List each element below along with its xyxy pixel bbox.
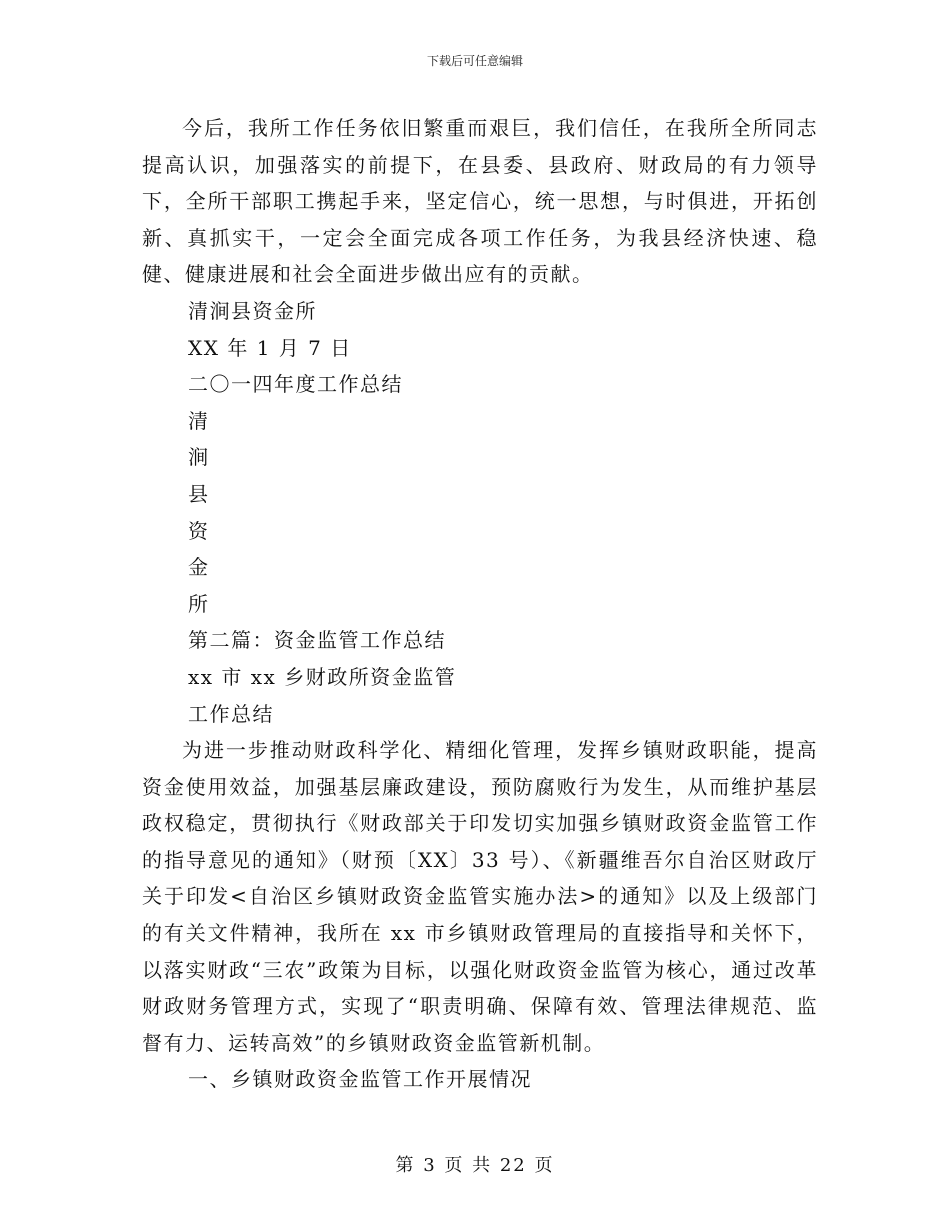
vertical-char: 资 bbox=[188, 518, 210, 543]
paragraph-intro: 为进一步推动财政科学化、精细化管理，发挥乡镇财政职能，提高资金使用效益，加强基层廉政建设，预防腐败行为发生，从而维护基层政权稳定，贯彻执行《财政部关于印发切实加强乡镇财政资金监管工作的指导意见的通知》（财预〔XX〕33 号）、《新疆维吾尔自治区财政厅关于印发<自治区乡镇财政资金监管实施办法>的通知》以及上级部门的有关文件精神，我所在 xx 市乡镇财政管理局的直接指导和关怀下，以落实财政“三农”政策为目标，以强化财政资金监管为核心，通过改革财政财务管理方式，实现了“职责明确、保障有效、管理法律规范、监督有力、运转高效”的乡镇财政资金监管新机制。 bbox=[142, 738, 818, 1055]
vertical-char: 所 bbox=[188, 591, 210, 616]
vertical-char: 涧 bbox=[188, 445, 210, 470]
paragraph-closing: 今后，我所工作任务依旧繁重而艰巨，我们信任，在我所全所同志提高认识，加强落实的前提下，在县委、县政府、财政局的有力领导下，全所干部职工携起手来，坚定信心，统一思想，与时俱进，开拓创新、真抓实干，一定会全面完成各项工作任务，为我县经济快速、稳健、健康进展和社会全面进步做出应有的贡献。 bbox=[142, 116, 818, 287]
document-date: XX 年 1 月 7 日 bbox=[188, 335, 352, 360]
subtitle-line-1: xx 市 xx 乡财政所资金监管 bbox=[188, 664, 457, 689]
page-footer: 第 3 页 共 22 页 bbox=[395, 1155, 555, 1176]
page-header: 下载后可任意编辑 bbox=[426, 54, 523, 68]
vertical-char: 清 bbox=[188, 408, 210, 433]
annual-summary-title: 二〇一四年度工作总结 bbox=[188, 372, 403, 397]
subtitle-line-2: 工作总结 bbox=[188, 701, 274, 726]
vertical-char: 金 bbox=[188, 555, 210, 580]
section-heading: 一、乡镇财政资金监管工作开展情况 bbox=[188, 1067, 532, 1092]
chapter-title: 第二篇：资金监管工作总结 bbox=[188, 628, 446, 653]
vertical-char: 县 bbox=[188, 481, 210, 506]
organization-name: 清涧县资金所 bbox=[188, 298, 317, 323]
document-body bbox=[142, 110, 818, 1098]
